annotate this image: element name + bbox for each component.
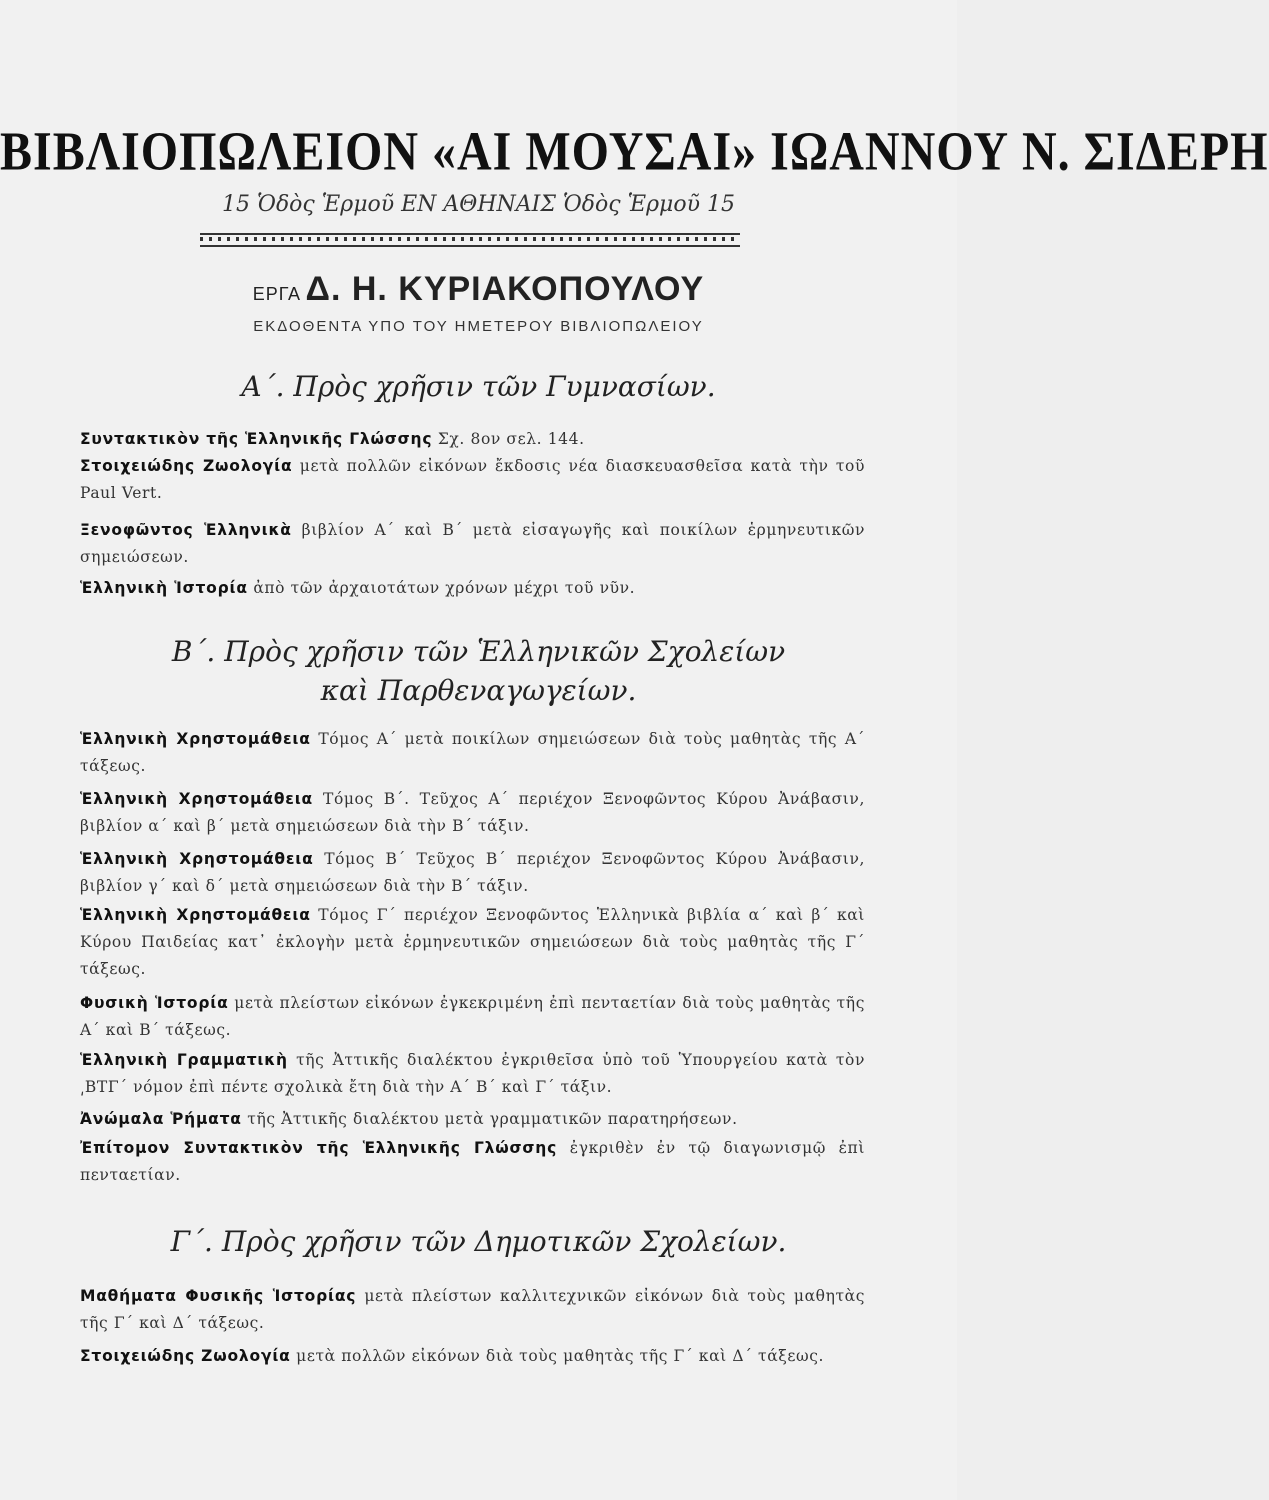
entry-text: Τόμος Γ΄ περιέχον Ξενοφῶντος Ἑλληνικὰ βιβλία α΄ καὶ β΄ καὶ Κύρου Παιδείας κατ᾽ ἐκλογὴν μετὰ ἑρμηνευτικῶν σημειώσεων διὰ τοὺς μαθητὰς τῆς Γ΄ τάξεως. [80, 906, 865, 978]
list-item [80, 786, 865, 840]
list-item [80, 1283, 865, 1337]
list-item [80, 902, 865, 983]
entry-text: μετὰ πλείστων εἰκόνων ἐγκεκριμένη ἐπὶ πενταετίαν διὰ τοὺς μαθητὰς τῆς Α΄ καὶ Β΄ τάξεως. [80, 994, 865, 1039]
entry-text: μετὰ πολλῶν εἰκόνων ἔκδοσις νέα διασκευασθεῖσα κατὰ τὴν τοῦ Paul Vert. [80, 457, 865, 502]
entry-text: Τόμος Β΄ Τεῦχος Β΄ περιέχον Ξενοφῶντος Κύρου Ἀνάβασιν, βιβλίον γ΄ καὶ δ΄ μετὰ σημειώσεων διὰ τὴν Β΄ τάξιν. [80, 850, 865, 895]
works-prefix: ΕΡΓΑ [252, 284, 302, 304]
section-b-heading-line2: καὶ Παρθεναγωγείων. [320, 674, 637, 707]
entry-text: μετὰ πλείστων καλλιτεχνικῶν εἰκόνων διὰ τοὺς μαθητὰς τῆς Γ΄ καὶ Δ΄ τάξεως. [80, 1287, 865, 1332]
entry-title: Ἐπίτομον Συντακτικὸν τῆς Ἑλληνικῆς Γλώσσης [80, 1139, 558, 1157]
entry-text: τῆς Ἀττικῆς διαλέκτου ἐγκριθεῖσα ὑπὸ τοῦ Ὑπουργείου κατὰ τὸν ͵ΒΤΓ΄ νόμον ἐπὶ πέντε σχολικὰ ἔτη διὰ τὴν Α΄ Β΄ καὶ Γ΄ τάξιν. [80, 1051, 866, 1096]
entry-text: Τόμος Β΄. Τεῦχος Α΄ περιέχον Ξενοφῶντος Κύρου Ἀνάβασιν, βιβλίον α΄ καὶ β΄ μετὰ σημειώσεων διὰ τὴν Β΄ τάξιν. [80, 790, 865, 835]
entry-title: Ξενοφῶντος Ἑλληνικὰ [80, 521, 292, 539]
list-item [80, 453, 865, 507]
entry-title: Στοιχειώδης Ζωολογία [80, 1347, 291, 1365]
entry-text: ἐγκριθὲν ἐν τῷ διαγωνισμῷ ἐπὶ πενταετίαν. [80, 1139, 866, 1184]
entry-title: Μαθήματα Φυσικῆς Ἱστορίας [80, 1287, 357, 1305]
entry-text: Σχ. 8ον σελ. 144. [437, 430, 585, 448]
entry-text: ἀπὸ τῶν ἀρχαιοτάτων χρόνων μέχρι τοῦ νῦν. [253, 579, 636, 597]
list-item [80, 575, 865, 602]
works-author: Δ. Η. ΚΥΡΙΑΚΟΠΟΥΛΟΥ [305, 270, 705, 308]
entry-text: Τόμος Α΄ μετὰ ποικίλων σημειώσεων διὰ τοὺς μαθητὰς τῆς Α΄ τάξεως. [80, 730, 865, 775]
masthead: ΒΙΒΛΙΟΠΩΛΕΙΟΝ «ΑΙ ΜΟΥΣΑΙ» ΙΩΑΝΝΟΥ Ν. ΣΙΔΕΡΗ [0, 121, 1269, 183]
works-heading [0, 270, 957, 309]
list-item [80, 990, 865, 1044]
entry-text: μετὰ πολλῶν εἰκόνων διὰ τοὺς μαθητὰς τῆς Γ΄ καὶ Δ΄ τάξεως. [296, 1347, 825, 1365]
list-item [80, 726, 865, 780]
entry-title: Ἑλληνικὴ Χρηστομάθεια [80, 790, 313, 808]
published-by: ΕΚΔΟΘΕΝΤΑ ΥΠΟ ΤΟΥ ΗΜΕΤΕΡΟΥ ΒΙΒΛΙΟΠΩΛΕΙΟΥ [253, 318, 704, 335]
list-item [80, 1047, 865, 1101]
section-a-heading: Α΄. Πρὸς χρῆσιν τῶν Γυμνασίων. [241, 370, 716, 403]
entry-text: τῆς Ἀττικῆς διαλέκτου μετὰ γραμματικῶν παρατηρήσεων. [247, 1110, 738, 1128]
list-item [80, 846, 865, 900]
entry-title: Ἑλληνικὴ Γραμματικὴ [80, 1051, 288, 1069]
list-item [80, 1343, 865, 1370]
list-item [80, 426, 865, 453]
entry-title: Φυσικὴ Ἱστορία [80, 994, 229, 1012]
list-item [80, 1106, 865, 1133]
section-c-heading: Γ΄. Πρὸς χρῆσιν τῶν Δημοτικῶν Σχολείων. [170, 1225, 787, 1258]
entry-title: Ἀνώμαλα Ῥήματα [80, 1110, 242, 1128]
entry-title: Στοιχειώδης Ζωολογία [80, 457, 293, 475]
list-item [80, 1135, 865, 1189]
ornamental-rule [200, 233, 740, 247]
entry-title: Ἑλληνικὴ Χρηστομάθεια [80, 850, 314, 868]
list-item [80, 517, 865, 571]
entry-title: Ἑλληνικὴ Χρηστομάθεια [80, 906, 311, 924]
entry-text: βιβλίον Α΄ καὶ Β΄ μετὰ εἰσαγωγῆς καὶ ποικίλων ἑρμηνευτικῶν σημειώσεων. [80, 521, 866, 566]
section-b-heading: Β΄. Πρὸς χρῆσιν τῶν Ἑλληνικῶν Σχολείων [171, 635, 786, 668]
entry-title: Συντακτικὸν τῆς Ἑλληνικῆς Γλώσσης [80, 430, 433, 448]
entry-title: Ἑλληνικὴ Χρηστομάθεια [80, 730, 311, 748]
entry-title: Ἑλληνικὴ Ἱστορία [80, 579, 248, 597]
address-line: 15 Ὁδὸς Ἑρμοῦ ΕΝ ΑΘΗΝΑΙΣ Ὁδὸς Ἑρμοῦ 15 [222, 192, 735, 217]
